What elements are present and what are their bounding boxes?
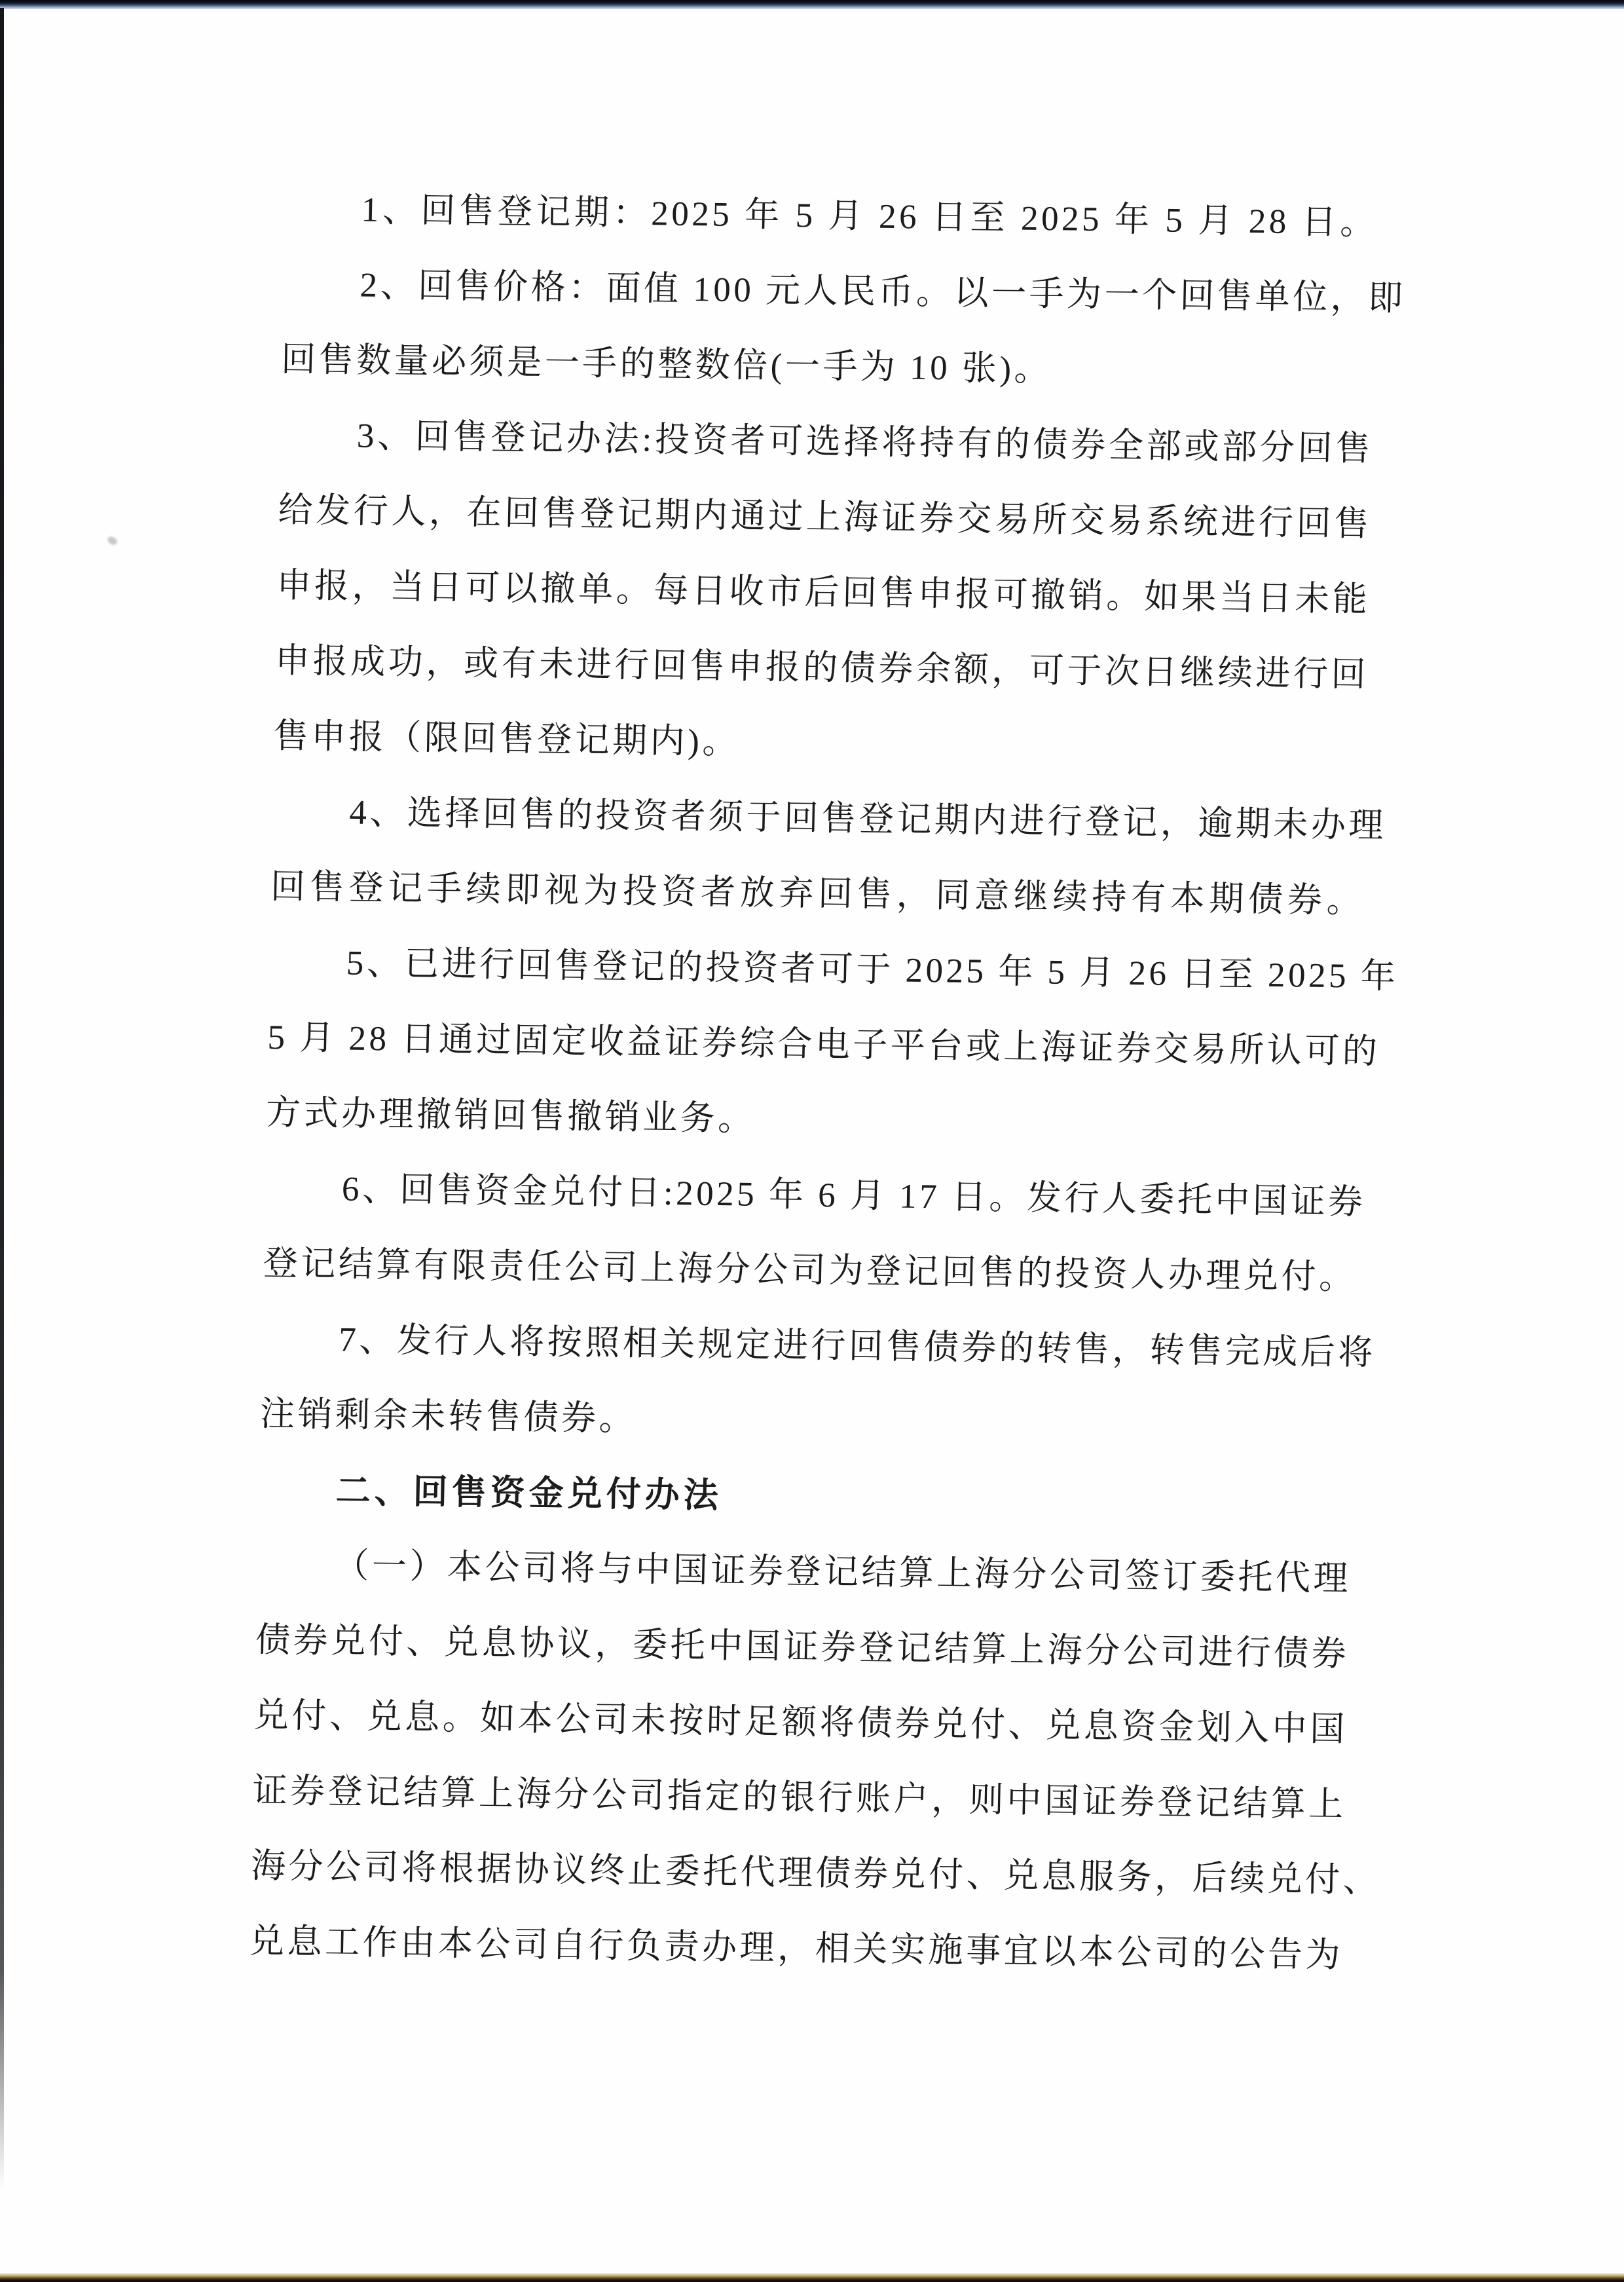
- text-line: 3、回售登记办法:投资者可选择将持有的债券全部或部分回售: [356, 417, 1374, 468]
- text-line: （一）本公司将与中国证券登记结算上海分公司签订委托代理: [333, 1546, 1352, 1598]
- text-line: 兑付、兑息。如本公司未按时足额将债券兑付、兑息资金划入中国: [253, 1696, 1348, 1749]
- text-line: 回售登记手续即视为投资者放弃回售，同意继续持有本期债券。: [270, 868, 1365, 920]
- text-line: 6、回售资金兑付日:2025 年 6 月 17 日。发行人委托中国证券: [341, 1170, 1367, 1222]
- text-line: 回售数量必须是一手的整数倍(一手为 10 张)。: [280, 341, 1052, 389]
- text-line: 5 月 28 日通过固定收益证券综合电子平台或上海证券交易所认可的: [267, 1019, 1380, 1072]
- item-5: [265, 925, 1399, 1165]
- scan-top-edge: [0, 0, 1624, 9]
- text-line: 4、选择回售的投资者须于回售登记期内进行登记，逾期未办理: [348, 793, 1387, 846]
- text-line: 1、回售登记期：2025 年 5 月 26 日至 2025 年 5 月 28 日。: [361, 191, 1378, 242]
- item-6: [263, 1151, 1367, 1316]
- scan-smudge: [106, 535, 119, 547]
- text-line: 注销剩余未转售债券。: [259, 1395, 637, 1438]
- text-line: 海分公司将根据协议终止委托代理债券兑付、兑息服务，后续兑付、: [250, 1847, 1381, 1900]
- document-text: [249, 172, 1407, 1994]
- text-line: 申报成功，或有未进行回售申报的债券余额，可于次日继续进行回: [274, 642, 1369, 694]
- text-line: 申报，当日可以撤单。每日收市后回售申报可撤销。如果当日未能: [276, 567, 1371, 619]
- scan-bottom-edge: [0, 2273, 1624, 2282]
- item-3: [273, 398, 1375, 789]
- item-7: [259, 1301, 1376, 1467]
- text-line: 证券登记结算上海分公司指定的银行账户，则中国证券登记结算上: [251, 1772, 1347, 1824]
- text-line: 2、回售价格：面值 100 元人民币。以一手为一个回售单位，即: [359, 266, 1407, 318]
- text-line: 二、回售资金兑付办法: [335, 1471, 723, 1516]
- item-4: [270, 774, 1387, 939]
- text-line: 给发行人，在回售登记期内通过上海证券交易所交易系统进行回售: [278, 491, 1373, 544]
- text-line: 7、发行人将按照相关规定进行回售债券的转售，转售完成后将: [338, 1320, 1376, 1373]
- item-2: [280, 247, 1407, 412]
- section-heading-2: [258, 1452, 1353, 1542]
- text-line: 兑息工作由本公司自行负责办理，相关实施事宜以本公司的公告为: [249, 1922, 1344, 1975]
- text-line: 售申报（限回售登记期内)。: [273, 717, 741, 762]
- scan-left-edge: [0, 8, 4, 2189]
- para-2-1: [249, 1527, 1381, 1994]
- text-line: 5、已进行回售登记的投资者可于 2025 年 5 月 26 日至 2025 年: [346, 944, 1399, 996]
- text-line: 债券兑付、兑息协议，委托中国证券登记结算上海分公司进行债券: [255, 1621, 1350, 1674]
- text-line: 登记结算有限责任公司上海分公司为登记回售的投资人办理兑付。: [263, 1244, 1357, 1297]
- text-line: 方式办理撤销回售撤销业务。: [265, 1094, 756, 1138]
- item-1: [284, 172, 1378, 261]
